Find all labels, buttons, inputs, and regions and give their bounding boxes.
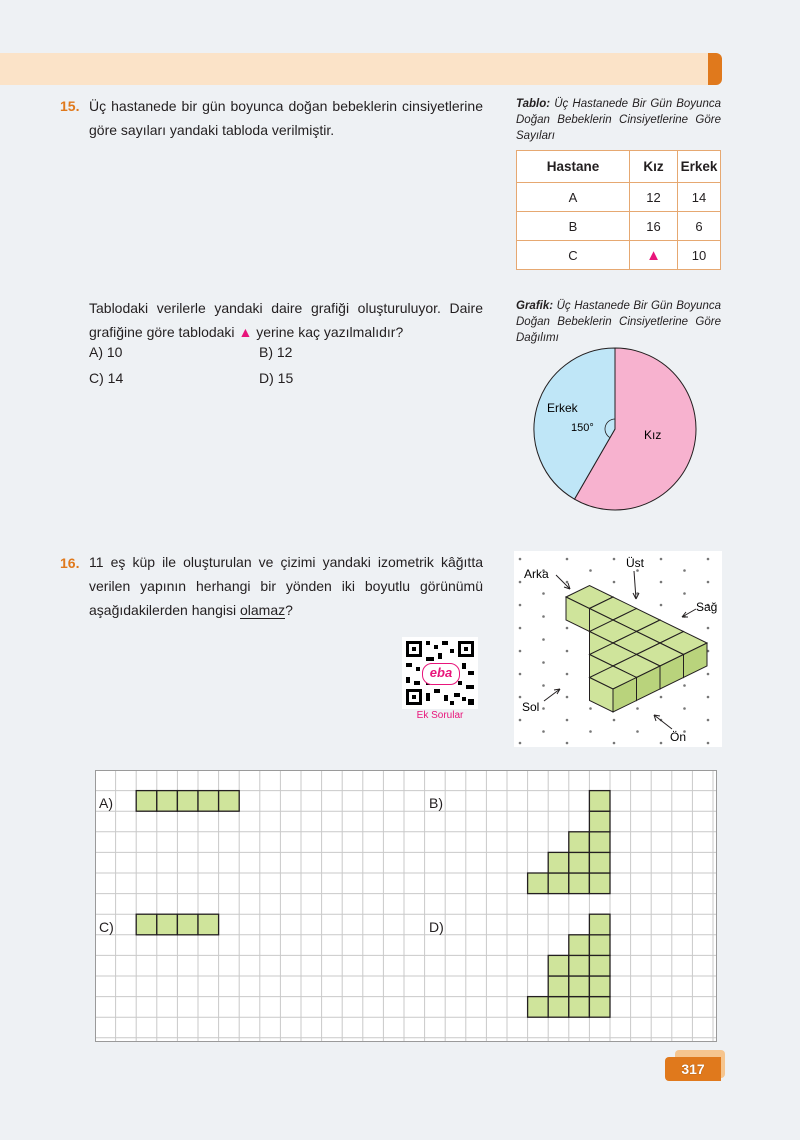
iso-dot: [707, 558, 710, 561]
iso-dot: [707, 719, 710, 722]
iso-dot: [589, 569, 592, 572]
iso-dot: [636, 707, 639, 710]
option-square: [136, 914, 157, 935]
option-square: [589, 997, 610, 1018]
option-square: [136, 791, 157, 812]
iso-dot: [683, 569, 686, 572]
iso-dot: [566, 627, 569, 630]
q15-option-c[interactable]: C) 14: [89, 370, 124, 386]
iso-dot: [683, 707, 686, 710]
iso-dot: [519, 742, 522, 745]
table-row: [517, 183, 721, 212]
question-15-text2-b: yerine kaç yazılmalıdır?: [256, 324, 404, 340]
iso-dot: [707, 696, 710, 699]
iso-dot: [542, 661, 545, 664]
header-band: [0, 53, 708, 85]
iso-dot: [542, 638, 545, 641]
option-square: [589, 852, 610, 873]
option-square: [528, 997, 549, 1018]
chart-caption-bold: Grafik:: [516, 300, 554, 312]
table-cell: C: [517, 241, 630, 270]
iso-dot: [519, 650, 522, 653]
option-square: [589, 976, 610, 997]
qr-label: Ek Sorular: [416, 710, 464, 721]
option-square: [177, 791, 198, 812]
pie-label-kiz: Kız: [644, 428, 662, 442]
q16-option-a[interactable]: A): [99, 795, 113, 811]
iso-dot: [566, 558, 569, 561]
table-header-row: [517, 151, 721, 183]
option-square: [157, 791, 178, 812]
table-caption-bold: Tablo:: [516, 98, 551, 110]
table-cell: A: [517, 183, 630, 212]
option-square: [569, 852, 590, 873]
table-header-hastane: Hastane: [517, 151, 630, 183]
question-15-text2: [89, 296, 483, 344]
option-square: [548, 873, 569, 894]
label-sol: Sol: [522, 700, 540, 714]
table-caption: [516, 96, 721, 144]
option-square: [569, 976, 590, 997]
iso-dot: [707, 673, 710, 676]
iso-dot: [542, 730, 545, 733]
header-tab: [708, 53, 722, 85]
iso-dot: [636, 730, 639, 733]
qr-code[interactable]: [402, 637, 478, 709]
question-15-text2-a: Tablodaki verilerle yandaki daire grafiği oluşturuluyor. Daire grafiğine göre tablodaki: [89, 300, 483, 340]
option-square: [589, 832, 610, 853]
question-16-text-end: ?: [285, 602, 293, 618]
iso-dot: [707, 742, 710, 745]
iso-dot: [660, 742, 663, 745]
iso-dot: [589, 730, 592, 733]
label-arka: Arka: [524, 567, 549, 581]
triangle-icon: ▲: [238, 324, 253, 340]
iso-dot: [660, 696, 663, 699]
pie-angle-label: 150°: [571, 422, 594, 434]
table-caption-text: Üç Hastanede Bir Gün Boyunca Doğan Bebeklerin Cinsiyetlerine Göre Sayıları: [516, 98, 721, 142]
q16-option-d[interactable]: D): [429, 919, 444, 935]
iso-dot: [660, 581, 663, 584]
pie-label-erkek: Erkek: [547, 401, 578, 415]
q15-option-b[interactable]: B) 12: [259, 344, 293, 360]
question-15-number: 15.: [60, 98, 80, 114]
table-cell: 10: [678, 241, 721, 270]
option-square: [157, 914, 178, 935]
option-square: [569, 935, 590, 956]
label-ust: Üst: [626, 556, 644, 570]
option-square: [548, 997, 569, 1018]
option-square: [548, 955, 569, 976]
iso-dot: [542, 707, 545, 710]
table-cell: 14: [678, 183, 721, 212]
table-row: [517, 212, 721, 241]
q16-option-c[interactable]: C): [99, 919, 114, 935]
iso-dot: [566, 673, 569, 676]
table-row: [517, 241, 721, 270]
label-on: Ön: [670, 730, 687, 744]
iso-dot: [613, 719, 616, 722]
question-16-text: [89, 550, 483, 622]
underlined-word: olamaz: [240, 602, 286, 618]
option-square: [569, 955, 590, 976]
iso-dot: [542, 592, 545, 595]
table-cell: 16: [630, 212, 678, 241]
iso-dot: [613, 581, 616, 584]
iso-dot: [542, 615, 545, 618]
iso-dot: [566, 581, 569, 584]
iso-dot: [519, 719, 522, 722]
iso-dot: [519, 581, 522, 584]
iso-dot: [707, 581, 710, 584]
iso-dot: [613, 742, 616, 745]
table-cell-triangle: ▲: [630, 241, 678, 270]
option-square: [548, 852, 569, 873]
option-square: [219, 791, 240, 812]
iso-dot: [660, 604, 663, 607]
data-table: [516, 150, 721, 270]
option-square: [589, 873, 610, 894]
table-cell: B: [517, 212, 630, 241]
question-16-number: 16.: [60, 555, 80, 571]
table-cell: 6: [678, 212, 721, 241]
iso-dot: [683, 592, 686, 595]
pie-chart: [520, 344, 720, 514]
iso-dot: [589, 707, 592, 710]
page-number: 317: [665, 1057, 721, 1081]
iso-dot: [566, 719, 569, 722]
eba-logo: eba: [422, 663, 460, 685]
option-square: [569, 832, 590, 853]
question-16-text-a: 11 eş küp ile oluşturulan ve çizimi yandaki izometrik kâğıtta verilen yapının herhangi bir yönden iki boyutlu görünümü aşağıdakilerden hangisi: [89, 554, 483, 618]
iso-dot: [566, 696, 569, 699]
option-square: [198, 791, 219, 812]
label-sag: Sağ: [696, 600, 718, 614]
iso-dot: [519, 604, 522, 607]
option-square: [589, 914, 610, 935]
iso-dot: [566, 650, 569, 653]
chart-caption: [516, 298, 721, 346]
option-square: [589, 791, 610, 812]
table-header-kiz: Kız: [630, 151, 678, 183]
option-square: [198, 914, 219, 935]
chart-caption-text: Üç Hastanede Bir Gün Boyunca Doğan Bebeklerin Cinsiyetlerine Göre Dağılımı: [516, 300, 721, 344]
q15-option-d[interactable]: D) 15: [259, 370, 294, 386]
iso-dot: [519, 558, 522, 561]
q15-option-a[interactable]: A) 10: [89, 344, 123, 360]
option-square: [589, 935, 610, 956]
option-square: [177, 914, 198, 935]
iso-dot: [519, 696, 522, 699]
option-square: [569, 873, 590, 894]
option-square: [569, 997, 590, 1018]
option-square: [589, 811, 610, 832]
iso-dot: [519, 627, 522, 630]
q16-option-b[interactable]: B): [429, 795, 443, 811]
option-square: [528, 873, 549, 894]
iso-dot: [566, 742, 569, 745]
iso-dot: [707, 627, 710, 630]
table-header-erkek: Erkek: [678, 151, 721, 183]
options-grid: [95, 770, 717, 1042]
table-cell: 12: [630, 183, 678, 212]
iso-dot: [519, 673, 522, 676]
iso-dot: [542, 684, 545, 687]
option-square: [548, 976, 569, 997]
iso-dot: [613, 558, 616, 561]
question-15-text: Üç hastanede bir gün boyunca doğan bebeklerin cinsiyetlerine göre sayıları yandaki tabloda verilmiştir.: [89, 98, 483, 138]
option-square: [589, 955, 610, 976]
isometric-figure: [514, 551, 722, 747]
iso-dot: [683, 684, 686, 687]
iso-dot: [660, 558, 663, 561]
